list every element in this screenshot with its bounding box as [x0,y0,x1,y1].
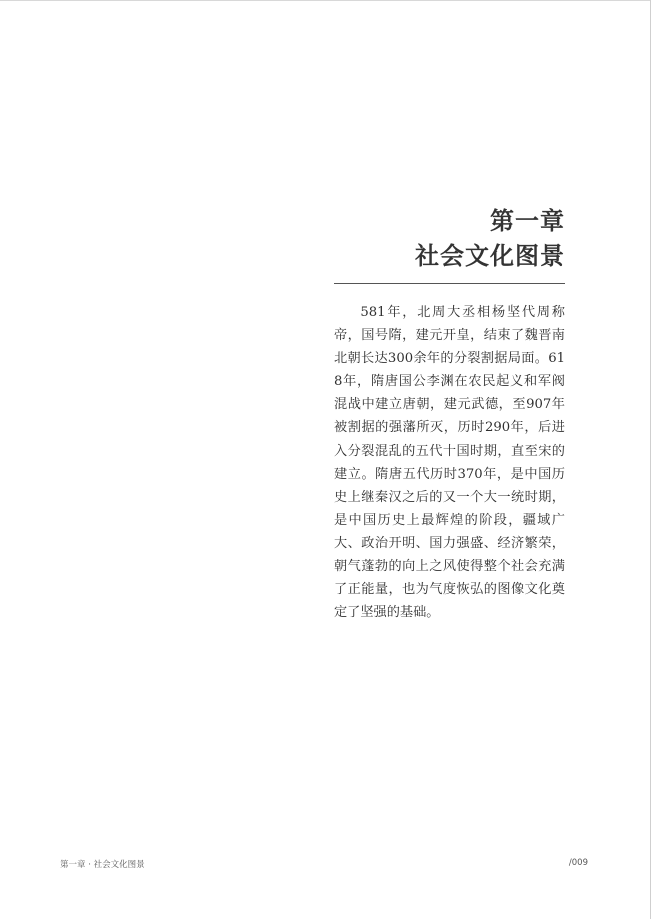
page-top-edge [0,0,651,1]
page-number: /009 [568,858,588,868]
running-head: 第一章 · 社会文化图景 [60,860,145,870]
heading-divider [334,283,565,284]
chapter-number: 第一章 [490,206,565,235]
chapter-heading [415,204,565,274]
intro-paragraph: 581年，北周大丞相杨坚代周称帝，国号隋，建元开皇，结束了魏晋南北朝长达300余年的分裂割据局面。618年，隋唐国公李渊在农民起义和军阀混战中建立唐朝，建元武德，至907年被割据的强藩所灭，历时290年，后进入分裂混乱的五代十国时期，直至宋的建立。隋唐五代历时370年，是中国历史上继秦汉之后的又一个大一统时期，是中国历史上最辉煌的阶段，疆域广大、政治开明、国力强盛、经济繁荣，朝气蓬勃的向上之风使得整个社会充满了正能量，也为气度恢弘的图像文化奠定了坚强的基础。 [334,305,565,621]
chapter-title: 社会文化图景 [415,241,565,270]
